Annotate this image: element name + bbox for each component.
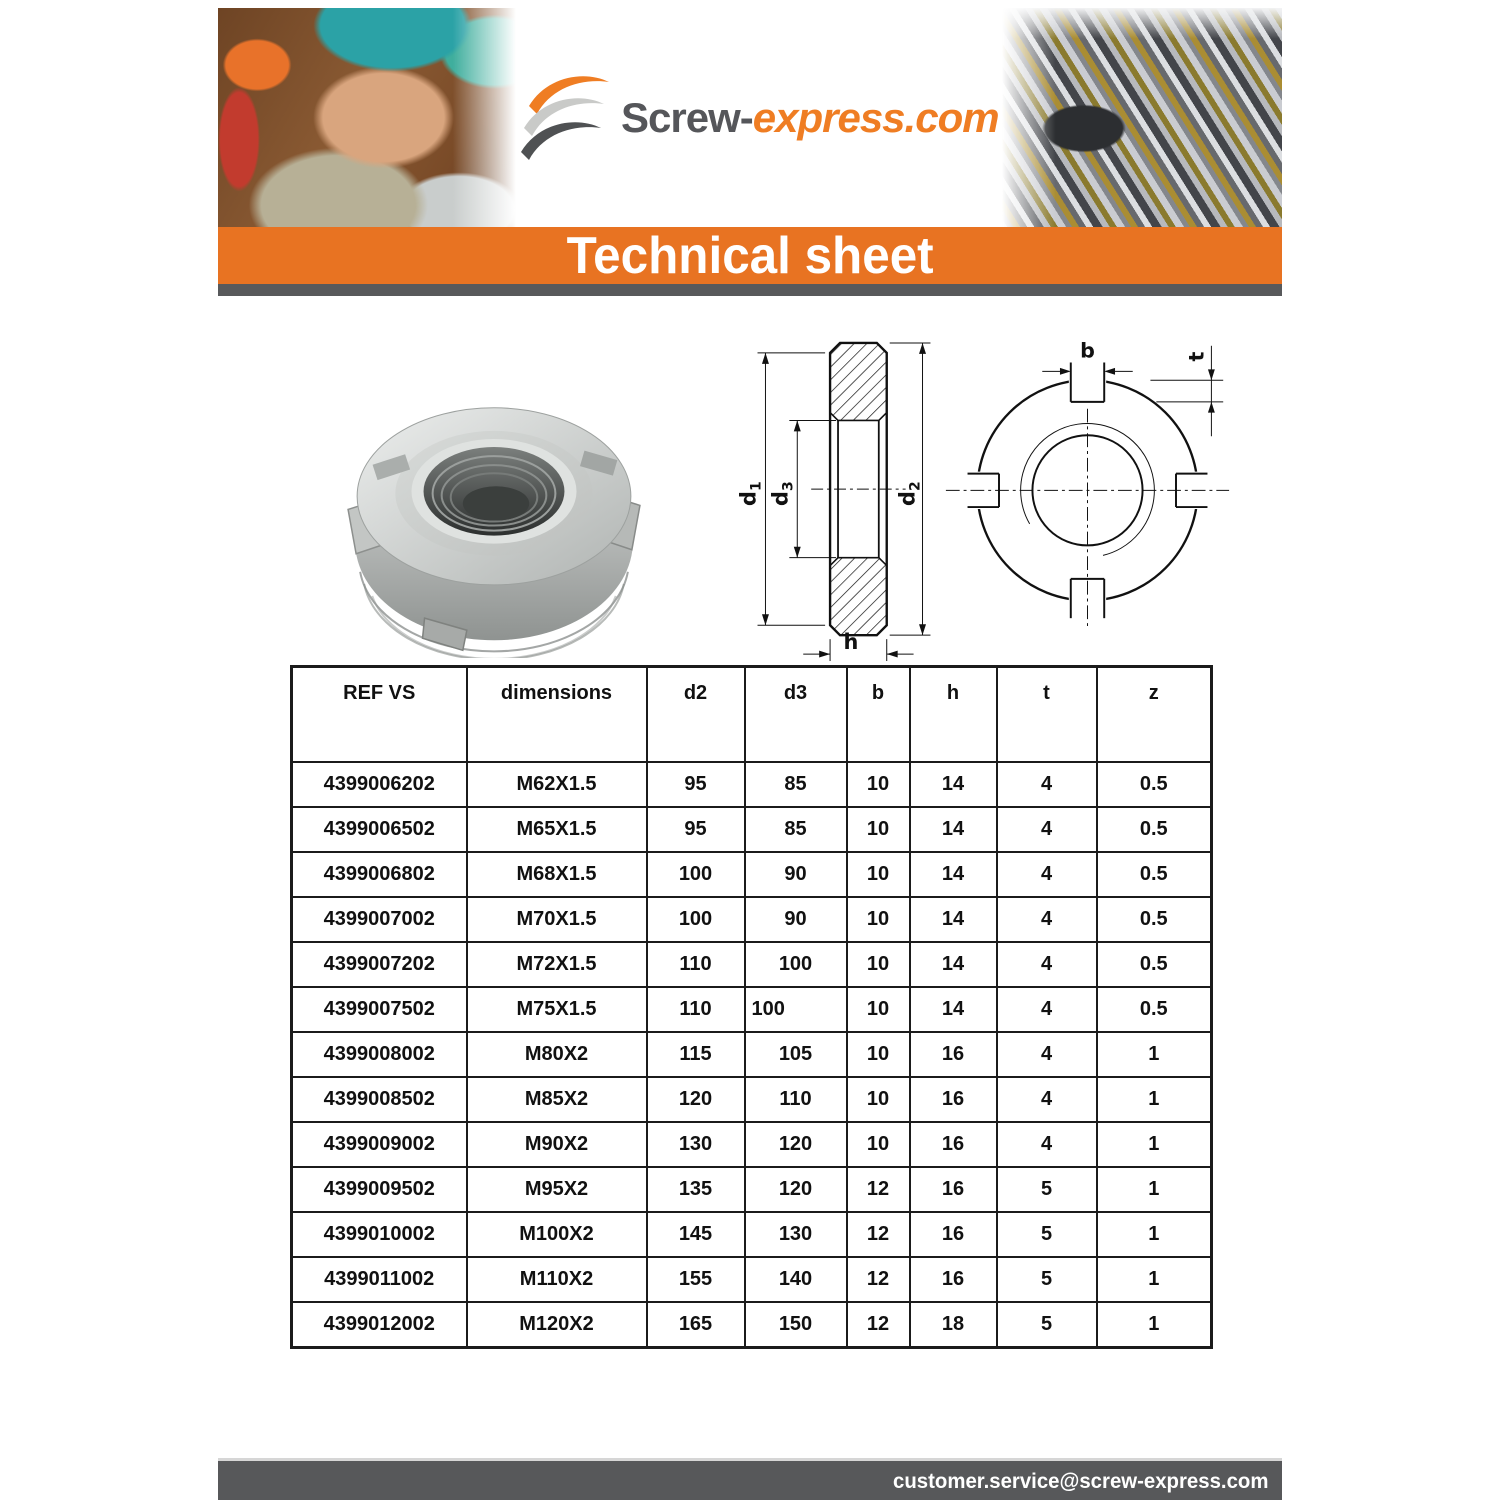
- cell-z: 0.5: [1097, 807, 1212, 852]
- cell-b: 10: [847, 897, 910, 942]
- cell-b: 10: [847, 942, 910, 987]
- cell-dim: M75X1.5: [467, 987, 647, 1032]
- cell-d3: 140: [745, 1257, 847, 1302]
- cell-ref: 4399007502: [292, 987, 467, 1032]
- table-row: [292, 1122, 1212, 1167]
- cell-t: 4: [997, 1077, 1097, 1122]
- cell-ref: 4399006502: [292, 807, 467, 852]
- section-drawing: [735, 335, 950, 670]
- table-row: [292, 1212, 1212, 1257]
- cell-t: 4: [997, 942, 1097, 987]
- cell-b: 10: [847, 1077, 910, 1122]
- cell-d3: 105: [745, 1032, 847, 1077]
- cell-h: 18: [910, 1302, 997, 1348]
- contact-email: customer.service@screw-express.com: [892, 1470, 1269, 1493]
- logo-wordmark: [621, 94, 999, 142]
- dim-d1-label: $d_1$: [736, 481, 765, 506]
- title-banner: [218, 227, 1282, 284]
- spec-table-body: [292, 762, 1212, 1348]
- table-row: [292, 987, 1212, 1032]
- cell-dim: M100X2: [467, 1212, 647, 1257]
- cell-b: 10: [847, 987, 910, 1032]
- logo-swoosh-icon: [519, 70, 611, 166]
- column-header: h: [910, 667, 997, 763]
- cell-z: 1: [1097, 1302, 1212, 1348]
- logo-text-express: express.com: [752, 93, 999, 141]
- cell-z: 0.5: [1097, 852, 1212, 897]
- cell-dim: M110X2: [467, 1257, 647, 1302]
- logo-text-screw: Screw-: [621, 93, 753, 141]
- cell-h: 14: [910, 852, 997, 897]
- table-row: [292, 942, 1212, 987]
- workbench-photo: [218, 8, 519, 227]
- cell-ref: 4399012002: [292, 1302, 467, 1348]
- cell-d3: 100: [745, 987, 847, 1032]
- column-header: z: [1097, 667, 1212, 763]
- cell-d2: 155: [647, 1257, 745, 1302]
- cell-ref: 4399006202: [292, 762, 467, 807]
- cell-b: 12: [847, 1167, 910, 1212]
- cell-b: 10: [847, 807, 910, 852]
- page-title: Technical sheet: [566, 226, 934, 285]
- cell-d3: 110: [745, 1077, 847, 1122]
- cell-ref: 4399009002: [292, 1122, 467, 1167]
- cell-ref: 4399011002: [292, 1257, 467, 1302]
- cell-d2: 95: [647, 807, 745, 852]
- cell-h: 14: [910, 807, 997, 852]
- cell-z: 1: [1097, 1032, 1212, 1077]
- cell-d3: 85: [745, 807, 847, 852]
- table-row: [292, 1302, 1212, 1348]
- dimensions-table: [290, 665, 1213, 1349]
- cell-b: 10: [847, 762, 910, 807]
- cell-t: 4: [997, 1122, 1097, 1167]
- column-header: d2: [647, 667, 745, 763]
- cell-z: 1: [1097, 1077, 1212, 1122]
- dim-d2-label: $d_2$: [895, 481, 924, 506]
- cell-ref: 4399010002: [292, 1212, 467, 1257]
- cell-z: 1: [1097, 1167, 1212, 1212]
- cell-ref: 4399006802: [292, 852, 467, 897]
- table-row: [292, 1077, 1212, 1122]
- footer-bar: [218, 1458, 1282, 1500]
- table-row: [292, 1167, 1212, 1212]
- front-view: [940, 328, 1235, 633]
- cell-h: 16: [910, 1077, 997, 1122]
- spec-table-header-row: [292, 667, 1212, 763]
- cell-h: 16: [910, 1167, 997, 1212]
- cell-h: 14: [910, 987, 997, 1032]
- cell-h: 14: [910, 897, 997, 942]
- cell-z: 0.5: [1097, 897, 1212, 942]
- cell-z: 1: [1097, 1212, 1212, 1257]
- cell-t: 5: [997, 1257, 1097, 1302]
- cell-dim: M120X2: [467, 1302, 647, 1348]
- cell-dim: M90X2: [467, 1122, 647, 1167]
- cell-z: 0.5: [1097, 762, 1212, 807]
- product-photo: [338, 380, 650, 658]
- cell-dim: M95X2: [467, 1167, 647, 1212]
- header: [218, 8, 1282, 227]
- cell-d2: 165: [647, 1302, 745, 1348]
- column-header: b: [847, 667, 910, 763]
- cell-d2: 135: [647, 1167, 745, 1212]
- cell-h: 14: [910, 942, 997, 987]
- table-row: [292, 852, 1212, 897]
- cell-b: 10: [847, 1122, 910, 1167]
- cell-t: 5: [997, 1212, 1097, 1257]
- table-row: [292, 1032, 1212, 1077]
- cell-d2: 100: [647, 852, 745, 897]
- cell-d3: 130: [745, 1212, 847, 1257]
- cell-dim: M62X1.5: [467, 762, 647, 807]
- column-header: d3: [745, 667, 847, 763]
- cell-b: 12: [847, 1302, 910, 1348]
- cell-b: 12: [847, 1257, 910, 1302]
- cell-b: 10: [847, 852, 910, 897]
- cell-t: 4: [997, 762, 1097, 807]
- cell-b: 10: [847, 1032, 910, 1077]
- cell-d2: 110: [647, 942, 745, 987]
- cell-t: 4: [997, 987, 1097, 1032]
- cell-ref: 4399007202: [292, 942, 467, 987]
- cell-z: 1: [1097, 1122, 1212, 1167]
- table-row: [292, 762, 1212, 807]
- cell-d2: 145: [647, 1212, 745, 1257]
- cell-dim: M72X1.5: [467, 942, 647, 987]
- cell-ref: 4399009502: [292, 1167, 467, 1212]
- dim-d3-label: $d_3$: [768, 481, 797, 506]
- screws-photo: [999, 8, 1282, 227]
- column-header: REF VS: [292, 667, 467, 763]
- cell-d3: 150: [745, 1302, 847, 1348]
- cell-d2: 110: [647, 987, 745, 1032]
- table-row: [292, 807, 1212, 852]
- cell-z: 0.5: [1097, 987, 1212, 1032]
- cell-dim: M68X1.5: [467, 852, 647, 897]
- cell-d3: 100: [745, 942, 847, 987]
- cell-dim: M65X1.5: [467, 807, 647, 852]
- cell-ref: 4399007002: [292, 897, 467, 942]
- cell-h: 16: [910, 1212, 997, 1257]
- cell-t: 5: [997, 1167, 1097, 1212]
- cell-z: 0.5: [1097, 942, 1212, 987]
- column-header: dimensions: [467, 667, 647, 763]
- cell-d2: 100: [647, 897, 745, 942]
- cell-dim: M80X2: [467, 1032, 647, 1077]
- cell-d3: 120: [745, 1122, 847, 1167]
- slotted-nut-image: [338, 380, 650, 658]
- column-header: t: [997, 667, 1097, 763]
- dim-h-label: h: [843, 630, 859, 655]
- cell-h: 14: [910, 762, 997, 807]
- cell-dim: M85X2: [467, 1077, 647, 1122]
- front-view-drawing: [940, 328, 1235, 638]
- cell-t: 4: [997, 1032, 1097, 1077]
- section-view: [735, 335, 950, 665]
- cell-d2: 130: [647, 1122, 745, 1167]
- cell-d2: 115: [647, 1032, 745, 1077]
- cell-ref: 4399008002: [292, 1032, 467, 1077]
- cell-d3: 90: [745, 897, 847, 942]
- cell-dim: M70X1.5: [467, 897, 647, 942]
- cell-d2: 120: [647, 1077, 745, 1122]
- cell-t: 4: [997, 807, 1097, 852]
- dim-b-label: b: [1080, 338, 1095, 363]
- cell-h: 16: [910, 1122, 997, 1167]
- cell-z: 1: [1097, 1257, 1212, 1302]
- cell-h: 16: [910, 1032, 997, 1077]
- table-row: [292, 1257, 1212, 1302]
- cell-t: 4: [997, 897, 1097, 942]
- table-row: [292, 897, 1212, 942]
- cell-d2: 95: [647, 762, 745, 807]
- cell-b: 12: [847, 1212, 910, 1257]
- cell-d3: 120: [745, 1167, 847, 1212]
- divider-strip: [218, 284, 1282, 296]
- cell-t: 5: [997, 1302, 1097, 1348]
- dim-t-label: t: [1184, 351, 1209, 362]
- cell-d3: 90: [745, 852, 847, 897]
- cell-d3: 85: [745, 762, 847, 807]
- logo: [519, 8, 999, 227]
- cell-t: 4: [997, 852, 1097, 897]
- cell-ref: 4399008502: [292, 1077, 467, 1122]
- cell-h: 16: [910, 1257, 997, 1302]
